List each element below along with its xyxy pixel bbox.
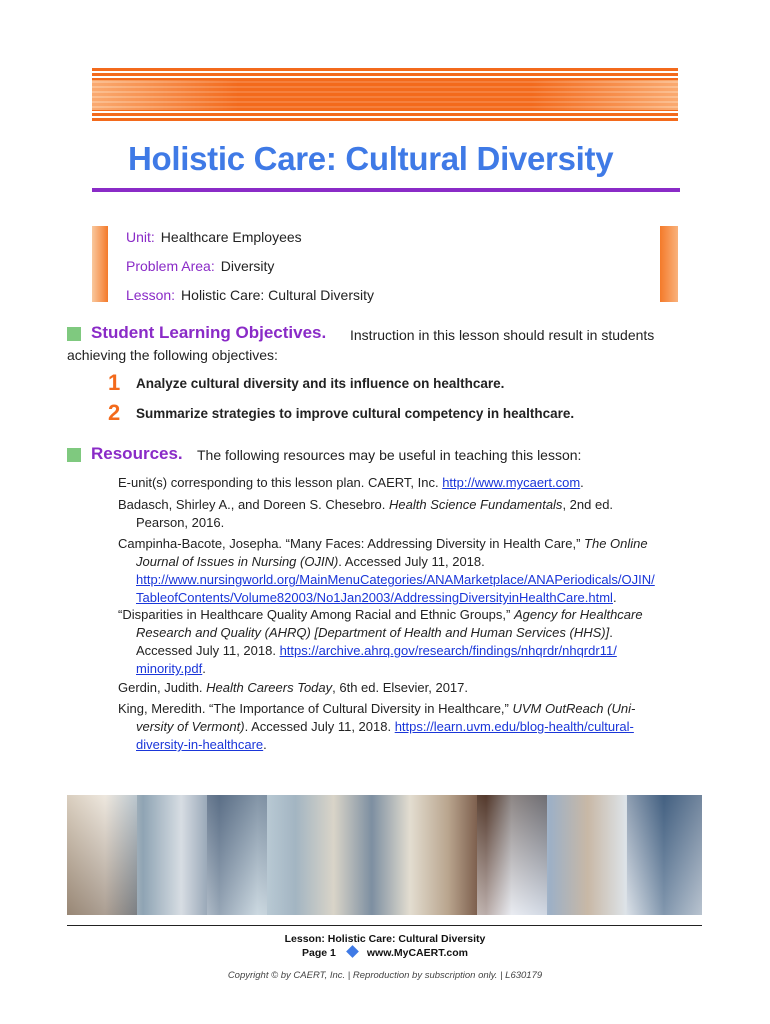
resource-title: Research and Quality (AHRQ) [Department of Health and Human Services (HHS)] <box>136 625 610 640</box>
resources-bullet-square <box>67 448 81 462</box>
resource-title: Agency for Healthcare <box>513 607 643 622</box>
healthcare-photo-collage <box>67 795 702 915</box>
title-rule <box>92 188 680 192</box>
resource-text: Badasch, Shirley A., and Doreen S. Chesebro. <box>118 497 389 512</box>
resource-item-gerdin <box>118 679 663 697</box>
resource-text: King, Meredith. “The Importance of Cultural Diversity in Healthcare,” <box>118 701 513 716</box>
uvm-link-continued[interactable]: diversity-in-healthcare <box>136 737 264 752</box>
lesson-line <box>126 287 374 303</box>
resource-item-campinha <box>118 535 663 607</box>
footer-lesson: Lesson: Holistic Care: Cultural Diversity <box>284 933 486 945</box>
copyright-notice: Copyright © by CAERT, Inc. | Reproduction by subscription only. | L630179 <box>227 970 543 981</box>
diamond-icon <box>346 945 359 958</box>
problem-area-line <box>126 258 274 274</box>
resource-title: UVM OutReach (Uni- <box>512 701 636 716</box>
resource-text: . <box>580 475 584 490</box>
objectives-heading: Student Learning Objectives. <box>91 323 327 342</box>
objectives-bullet-square <box>67 327 81 341</box>
uvm-link[interactable]: https://learn.uvm.edu/blog-health/cultural- <box>394 719 634 734</box>
resource-text: . <box>609 625 613 640</box>
resource-text: E-unit(s) corresponding to this lesson plan. CAERT, Inc. <box>118 475 443 490</box>
nursingworld-link[interactable]: http://www.nursingworld.org/MainMenuCategories/ANAMarketplace/ANAPeriodicals/OJIN/ <box>136 572 655 587</box>
resource-item-eunit <box>118 474 663 492</box>
resource-title: versity of Vermont) <box>136 719 245 734</box>
resource-text: Gerdin, Judith. <box>118 680 207 695</box>
resources-heading: Resources. <box>91 444 183 463</box>
ahrq-link[interactable]: https://archive.ahrq.gov/research/findings/nhqrdr/nhqrdr11/ <box>279 643 617 658</box>
objective-number-2: 2 <box>108 400 121 425</box>
resource-item-king <box>118 700 663 754</box>
lesson-label: Lesson: <box>126 287 176 303</box>
footer-page: Page 1 <box>302 947 336 959</box>
objectives-intro-2: achieving the following objectives: <box>67 347 278 363</box>
footer-page-line <box>0 947 770 959</box>
objectives-intro-1: Instruction in this lesson should result in students <box>350 327 655 343</box>
unit-value: Healthcare Employees <box>160 229 302 245</box>
resource-title: Health Science Fundamentals <box>389 497 563 512</box>
footer-site: www.MyCAERT.com <box>366 947 468 959</box>
resources-intro: The following resources may be useful in teaching this lesson: <box>197 447 582 463</box>
resource-text: . <box>263 737 267 752</box>
resource-item-ahrq <box>118 606 663 678</box>
resource-title: Journal of Issues in Nursing (OJIN) <box>136 554 339 569</box>
mycaert-link[interactable]: http://www.mycaert.com <box>442 475 581 490</box>
resource-text: , 6th ed. Elsevier, 2017. <box>332 680 469 695</box>
page-title: Holistic Care: Cultural Diversity <box>128 140 614 177</box>
problem-area-label: Problem Area: <box>126 258 215 274</box>
unit-line <box>126 229 302 245</box>
footer-rule <box>67 925 702 926</box>
resource-text: Campinha-Bacote, Josepha. “Many Faces: Addressing Diversity in Health Care,” <box>118 536 585 551</box>
left-accent-bar <box>92 226 108 302</box>
resource-title: The Online <box>584 536 648 551</box>
resource-text: . <box>612 590 617 605</box>
ahrq-link-continued[interactable]: minority.pdf <box>136 661 203 676</box>
objective-text-2: Summarize strategies to improve cultural competency in healthcare. <box>136 406 575 421</box>
resource-text: Pearson, 2016. <box>136 515 225 530</box>
resource-text: . <box>202 661 206 676</box>
lesson-value: Holistic Care: Cultural Diversity <box>181 287 374 303</box>
right-accent-bar <box>660 226 678 302</box>
resource-text: Accessed July 11, 2018. <box>136 643 280 658</box>
objective-text-1: Analyze cultural diversity and its influence on healthcare. <box>136 376 505 391</box>
resource-title: Health Careers Today <box>206 680 333 695</box>
problem-area-value: Diversity <box>220 258 275 274</box>
nursingworld-link-continued[interactable]: TableofContents/Volume82003/No1Jan2003/AddressingDiversityinHealthCare.html <box>136 590 613 605</box>
header-banner-gradient <box>92 80 678 110</box>
resource-text: . Accessed July 11, 2018. <box>244 719 395 734</box>
resource-text: “Disparities in Healthcare Quality Among Racial and Ethnic Groups,” <box>118 607 514 622</box>
objective-number-1: 1 <box>108 370 121 395</box>
resource-item-badasch <box>118 496 663 532</box>
resource-text: , 2nd ed. <box>562 497 614 512</box>
resource-text: . Accessed July 11, 2018. <box>338 554 485 569</box>
unit-label: Unit: <box>126 229 155 245</box>
